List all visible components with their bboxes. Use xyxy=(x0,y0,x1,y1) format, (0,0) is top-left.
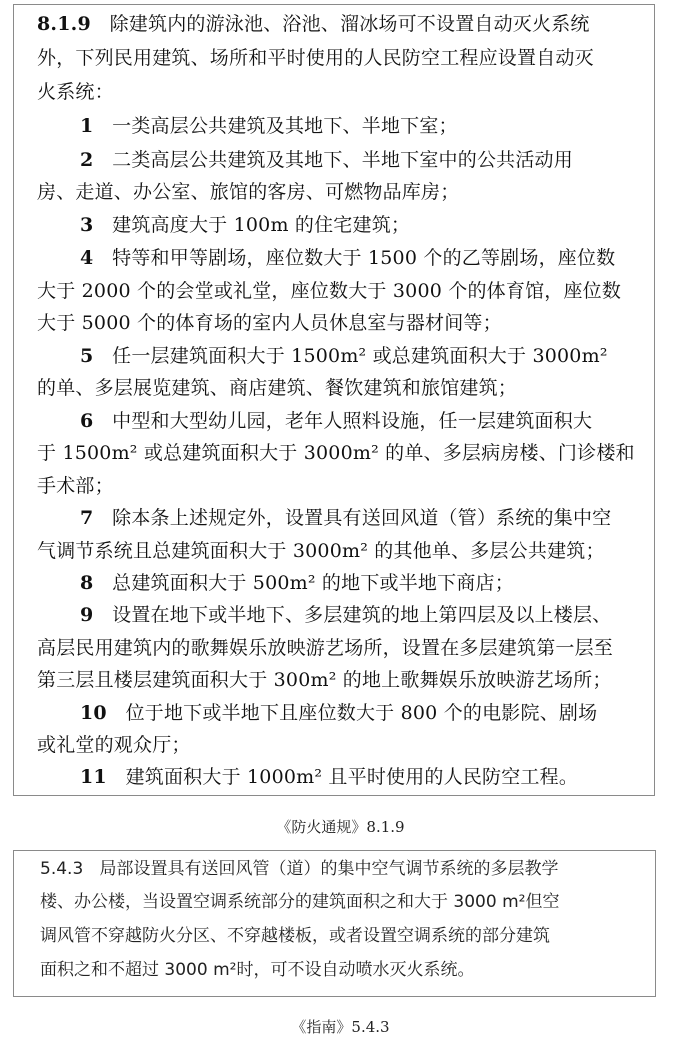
list-item-cont: 高层民用建筑内的歌舞娱乐放映游艺场所，设置在多层建筑第一层至 xyxy=(37,637,614,659)
list-item-cont: 大于 2000 个的会堂或礼堂，座位数大于 3000 个的体育馆，座位数 xyxy=(37,280,622,302)
list-item: 3 建筑高度大于 100m 的住宅建筑； xyxy=(80,214,411,236)
list-item: 2 二类高层公共建筑及其地下、半地下室中的公共活动用 xyxy=(80,149,573,171)
list-item-cont: 的单、多层展览建筑、商店建筑、餐饮建筑和旅馆建筑； xyxy=(37,377,518,399)
list-item-cont: 气调节系统且总建筑面积大于 3000m² 的其他单、多层公共建筑； xyxy=(37,540,605,562)
list-item-cont: 大于 5000 个的体育场的室内人员休息室与器材间等； xyxy=(37,312,502,334)
list-item-cont: 或礼堂的观众厅； xyxy=(37,734,191,756)
caption-fire-code: 《防火通规》8.1.9 xyxy=(276,818,405,836)
list-item: 10 位于地下或半地下且座位数大于 800 个的电影院、剧场 xyxy=(80,702,598,724)
list-item-cont: 房、走道、办公室、旅馆的客房、可燃物品库房； xyxy=(37,181,460,203)
clause-543-line: 面积之和不超过 3000 m²时，可不设自动喷水灭火系统。 xyxy=(40,960,475,980)
list-item: 1 一类高层公共建筑及其地下、半地下室； xyxy=(80,115,458,137)
list-item: 5 任一层建筑面积大于 1500m² 或总建筑面积大于 3000m² xyxy=(80,345,608,367)
clause-819-line: 外，下列民用建筑、场所和平时使用的人民防空工程应设置自动灭 xyxy=(37,47,594,69)
list-item-cont: 第三层且楼层建筑面积大于 300m² 的地上歌舞娱乐放映游艺场所； xyxy=(37,669,612,691)
list-item: 6 中型和大型幼儿园，老年人照料设施，任一层建筑面积大 xyxy=(80,410,593,432)
list-item: 8 总建筑面积大于 500m² 的地下或半地下商店； xyxy=(80,572,514,594)
clause-819-line: 火系统： xyxy=(37,81,114,103)
clause-543-line: 楼、办公楼，当设置空调系统部分的建筑面积之和大于 3000 m²但空 xyxy=(40,892,560,912)
list-item: 9 设置在地下或半地下、多层建筑的地上第四层及以上楼层、 xyxy=(80,604,612,626)
list-item: 7 除本条上述规定外，设置具有送回风道（管）系统的集中空 xyxy=(80,507,612,529)
list-item: 4 特等和甲等剧场，座位数大于 1500 个的乙等剧场，座位数 xyxy=(80,247,616,269)
list-item-cont: 手术部； xyxy=(37,475,114,497)
clause-543-line: 5.4.3 局部设置具有送回风管（道）的集中空气调节系统的多层教学 xyxy=(40,859,559,879)
list-item-cont: 于 1500m² 或总建筑面积大于 3000m² 的单、多层病房楼、门诊楼和 xyxy=(37,442,635,464)
clause-number: 8.1.9 xyxy=(37,13,91,35)
clause-543-line: 调风管不穿越防火分区、不穿越楼板，或者设置空调系统的部分建筑 xyxy=(40,926,550,946)
clause-819-line: 8.1.9 除建筑内的游泳池、浴池、溜冰场可不设置自动灭火系统 xyxy=(37,13,590,35)
list-item: 11 建筑面积大于 1000m² 且平时使用的人民防空工程。 xyxy=(80,766,579,788)
clause-number: 5.4.3 xyxy=(40,859,84,879)
caption-guide: 《指南》5.4.3 xyxy=(291,1018,390,1036)
